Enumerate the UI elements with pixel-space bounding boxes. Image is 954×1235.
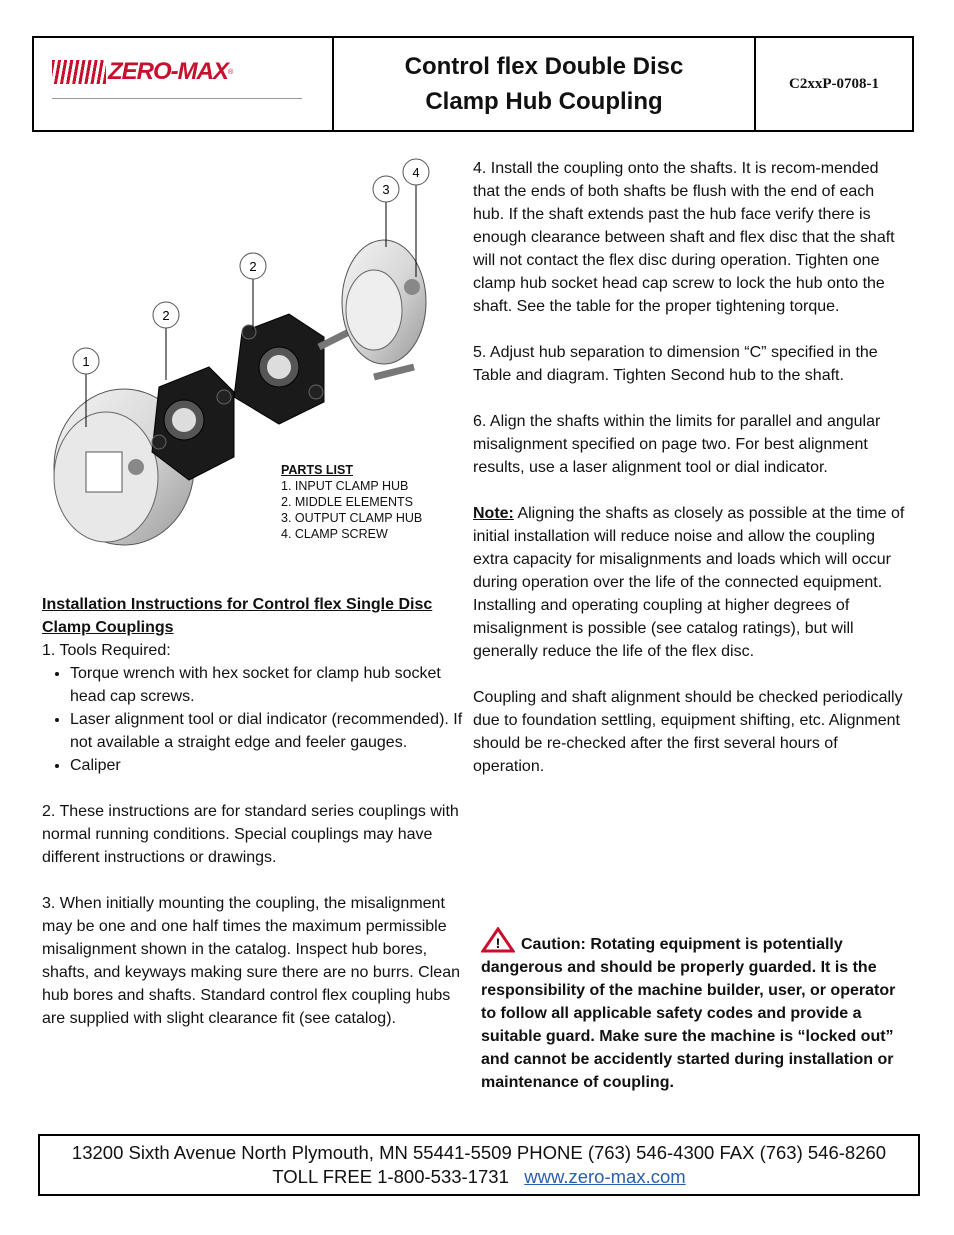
periodic-check-paragraph: Coupling and shaft alignment should be checked periodically due to foundation settling, equipment shifting, etc. Alignment should be re-checked after the first several hours of operation. xyxy=(473,689,903,775)
middle-element-a-bolt xyxy=(217,390,231,404)
step-4: 4. Install the coupling onto the shafts. It is recom-mended that the ends of both shafts be flush with the end of each hub. If the shaft extends past the hub face verify there is enough clearance between shaft and flex disc that the shaft will not contact the flex disc during operation. Tighten one clamp hub socket head cap screw to lock the hub onto the shaft. See the table for the proper tightening torque. xyxy=(473,160,895,315)
parts-list-title: PARTS LIST xyxy=(281,463,353,477)
zero-max-logo xyxy=(52,58,233,86)
step-3: 3. When initially mounting the coupling, the misalignment may be one and one half times the maximum permissible misalignment shown in the catalog. Inspect hub bores, shafts, and keyways making sure there are no burrs. Clean hub bores and shafts. Standard control flex coupling hubs are supplied with slight clearance fit (see catalog). xyxy=(42,895,460,1027)
installation-instructions-right xyxy=(473,157,909,778)
section-title: Installation Instructions for Control flex Single Disc Clamp Couplings xyxy=(42,596,433,636)
parts-list-item: 3. OUTPUT CLAMP HUB xyxy=(281,511,423,525)
svg-text:!: ! xyxy=(495,935,501,951)
title-line-1: Control flex Double Disc xyxy=(404,53,684,80)
step-5: 5. Adjust hub separation to dimension “C” specified in the Table and diagram. Tighten Second hub to the shaft. xyxy=(473,344,878,384)
note-text: Aligning the shafts as closely as possible at the time of initial installation will reduce noise and allow the coupling extra capacity for misalignments and loads which will occur during operation over the life of the connected equipment. Installing and operating coupling at higher degrees of misalignment is possible (see catalog ratings), but will generally reduce the life of the flex disc. xyxy=(473,505,905,660)
caution-text: Caution: Rotating equipment is potentially dangerous and should be properly guarded. It is the responsibility of the machine builder, user, or operator to follow all applicable safety codes and provide a suitable guard. Make sure the machine is “locked out” and cannot be accidently started during installation or maintenance of coupling. xyxy=(481,936,896,1091)
footer-address: 13200 Sixth Avenue North Plymouth, MN 55441-5509 PHONE (763) 546-4300 FAX (763) 546-8260 xyxy=(71,1142,887,1163)
footer-toll-free-line xyxy=(40,1165,918,1189)
contact-footer xyxy=(38,1134,920,1196)
document-code: C2xxP-0708-1 xyxy=(789,75,879,92)
logo-underline xyxy=(52,98,302,99)
callout-2a-label: 2 xyxy=(162,308,170,323)
parts-list xyxy=(281,462,422,542)
parts-list-item: 4. CLAMP SCREW xyxy=(281,527,388,541)
output-shaft-2 xyxy=(374,367,414,377)
logo-cell xyxy=(34,38,334,130)
middle-element-a-bore-inner xyxy=(172,408,196,432)
logo-stripes xyxy=(52,60,106,84)
middle-element-a-bolt xyxy=(152,435,166,449)
tool-item: • Caliper xyxy=(70,754,470,777)
callout-2b-label: 2 xyxy=(249,259,257,274)
step-2: 2. These instructions are for standard series couplings with normal running conditions. Special couplings may have different instructions or drawings. xyxy=(42,803,459,866)
step-6: 6. Align the shafts within the limits for parallel and angular misalignment specified on page two. For best alignment results, use a laser alignment tool or dial indicator. xyxy=(473,413,881,476)
parts-list-item: 1. INPUT CLAMP HUB xyxy=(281,479,409,493)
callout-3-label: 3 xyxy=(382,182,390,197)
document-header xyxy=(32,36,914,132)
step-1-label: 1. Tools Required: xyxy=(42,642,171,659)
logo-registered-mark: ® xyxy=(228,68,234,76)
note-label: Note: xyxy=(473,505,514,522)
tools-list xyxy=(42,662,470,777)
warning-icon xyxy=(481,927,515,953)
output-clamp-hub xyxy=(319,240,426,377)
exploded-coupling-diagram xyxy=(34,152,466,552)
output-hub-face xyxy=(346,270,402,350)
title-line-2: Clamp Hub Coupling xyxy=(425,88,663,115)
footer-toll-free: TOLL FREE 1-800-533-1731 xyxy=(272,1166,509,1187)
note-paragraph xyxy=(473,502,909,663)
installation-instructions-left xyxy=(42,593,470,1030)
middle-element-b xyxy=(234,314,324,424)
website-link[interactable]: www.zero-max.com xyxy=(524,1166,686,1187)
middle-element-b-bolt xyxy=(309,385,323,399)
callout-1-label: 1 xyxy=(82,354,90,369)
tool-item: • Laser alignment tool or dial indicator (recommended). If not available a straight edge and feeler gauges. xyxy=(70,708,470,754)
middle-element-b-bolt xyxy=(242,325,256,339)
document-title xyxy=(334,38,756,130)
tool-item: • Torque wrench with hex socket for clamp hub socket head cap screws. xyxy=(70,662,470,708)
parts-list-item: 2. MIDDLE ELEMENTS xyxy=(281,495,413,509)
input-clamp-screw-hole xyxy=(128,459,144,475)
callout-4-label: 4 xyxy=(412,165,420,180)
caution-box xyxy=(481,927,913,1094)
clamp-screw-hole xyxy=(404,279,420,295)
logo-text: ZERO-MAX xyxy=(108,58,228,85)
middle-element-b-bore-inner xyxy=(267,355,291,379)
input-hub-bore xyxy=(86,452,122,492)
